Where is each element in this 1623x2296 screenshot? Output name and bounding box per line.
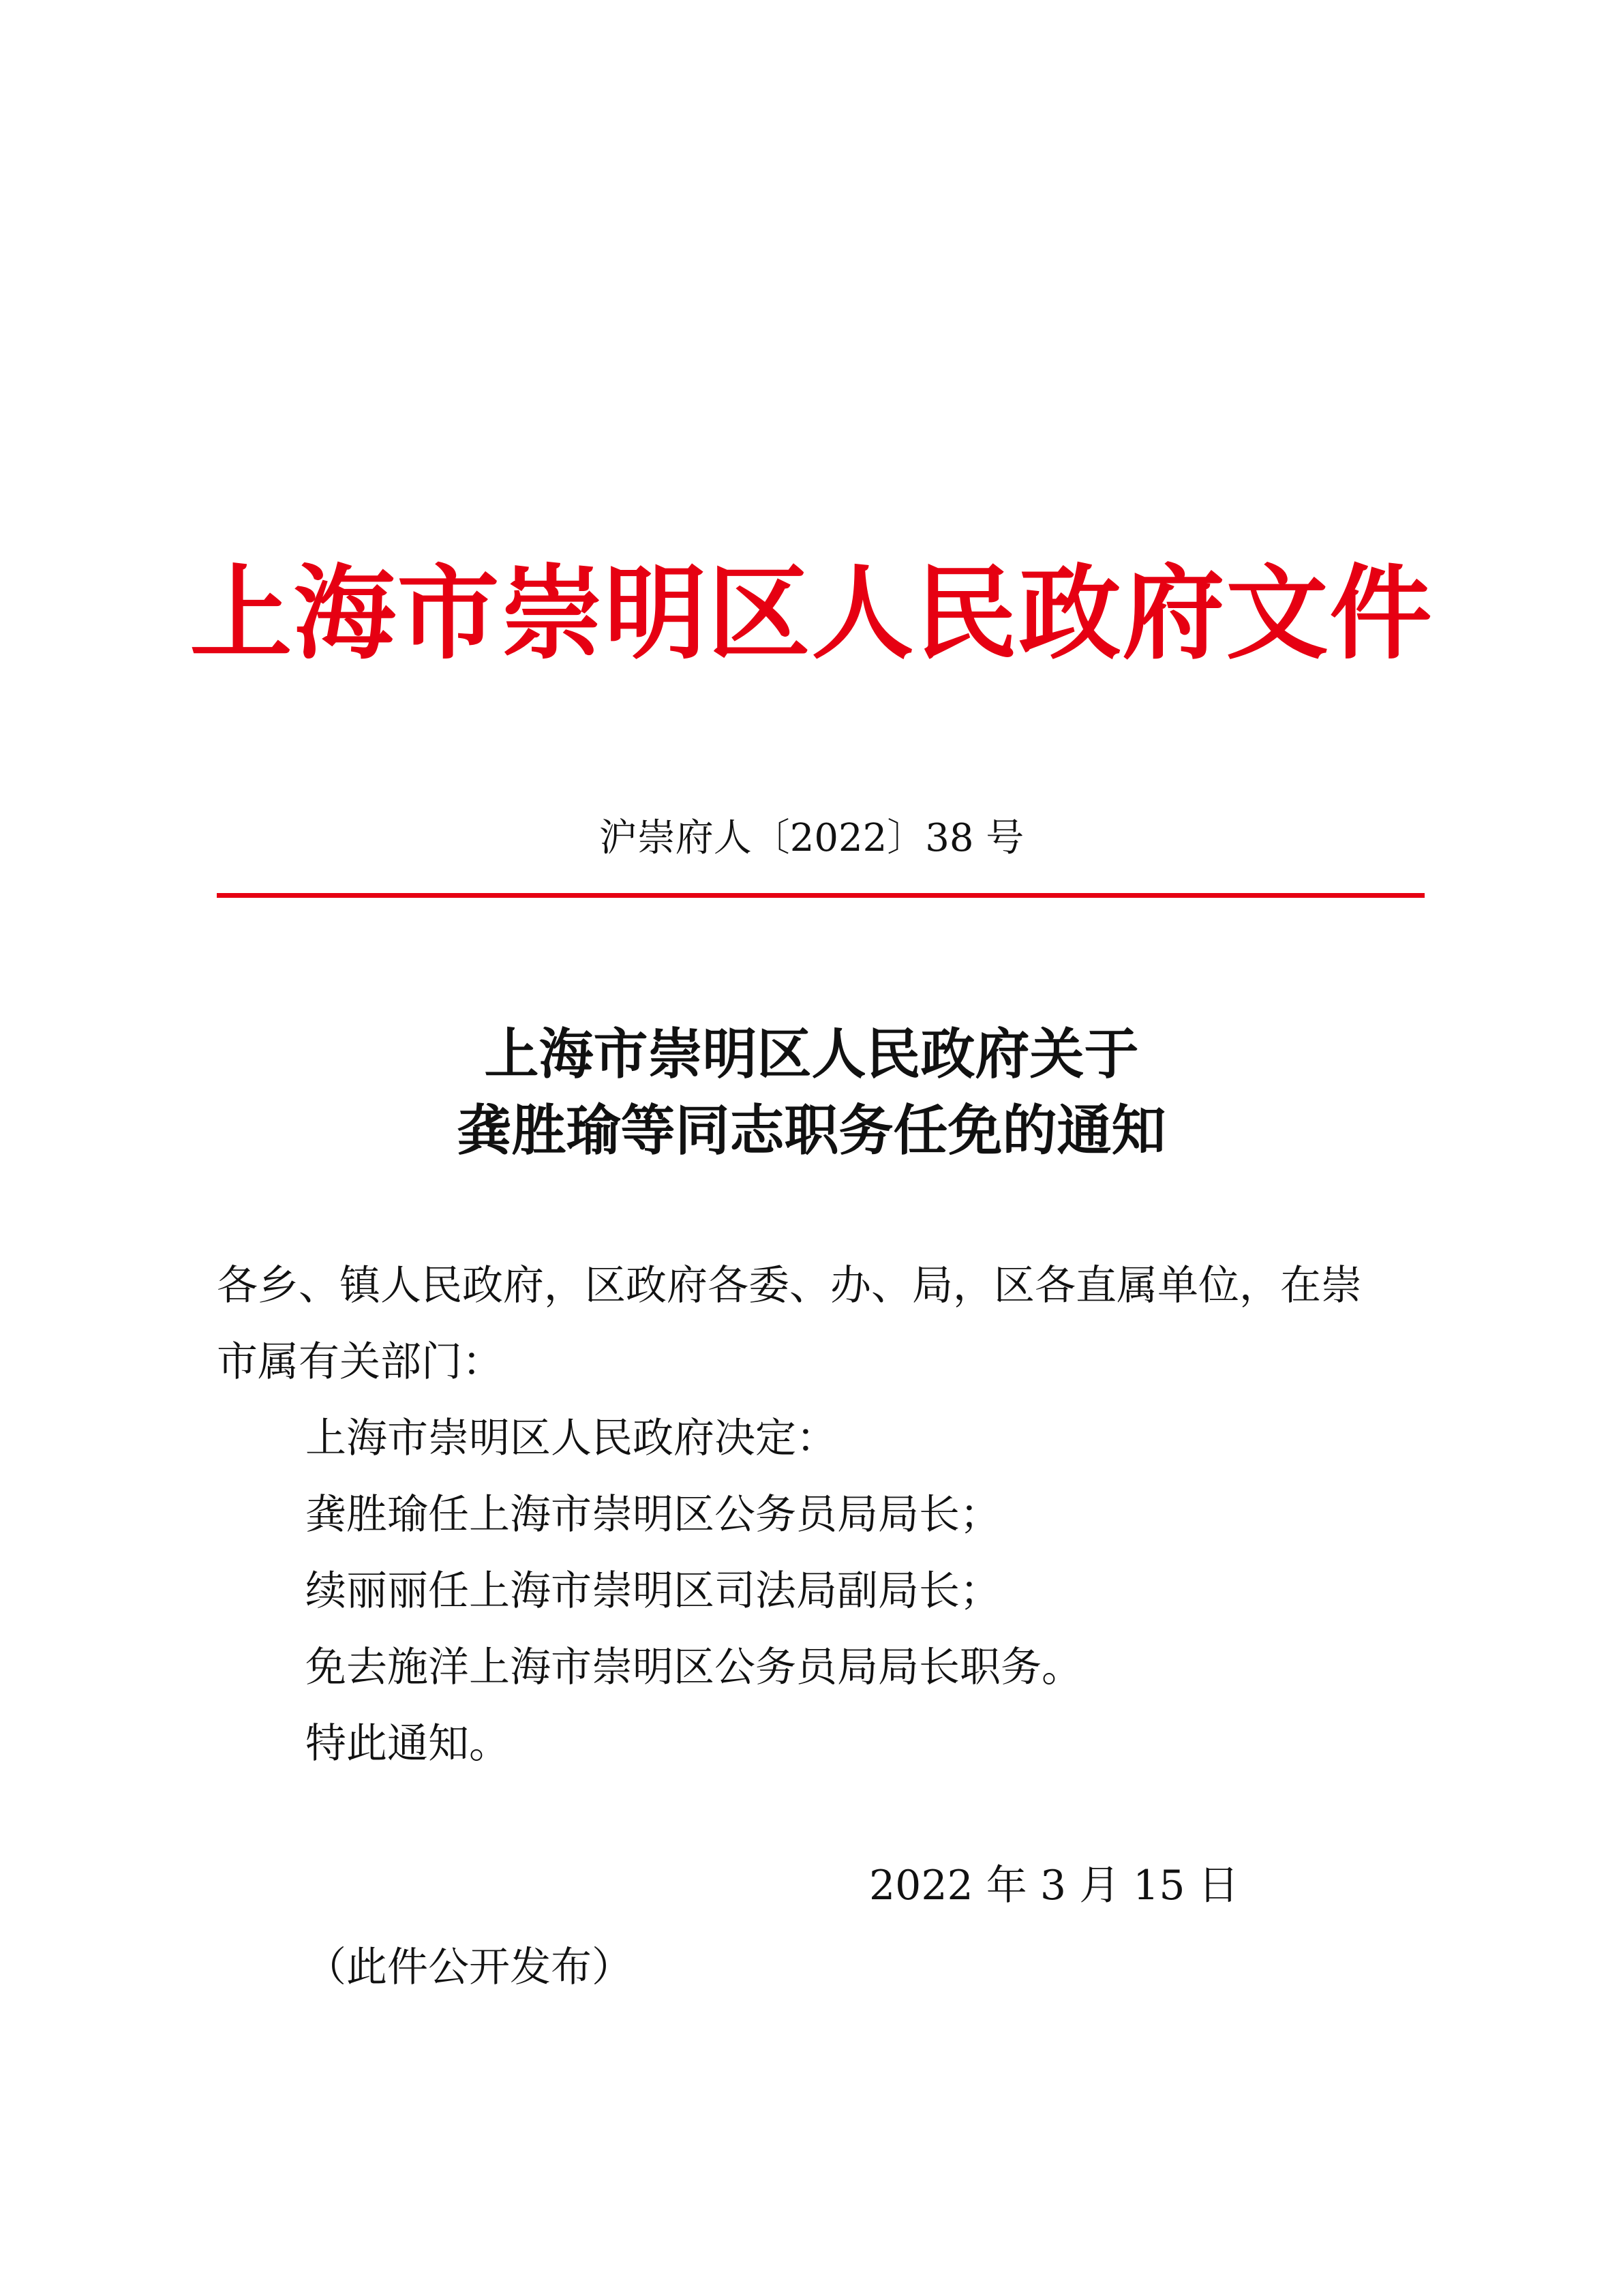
paragraph-closing: 特此通知。 bbox=[305, 1720, 510, 1768]
document-number: 沪崇府人〔2022〕38 号 bbox=[598, 816, 1025, 860]
document-title bbox=[0, 1016, 1623, 1168]
paragraph-decision: 上海市崇明区人民政府决定： bbox=[305, 1415, 837, 1462]
paragraph-appointment-1: 龚胜瑜任上海市崇明区公务员局局长； bbox=[305, 1491, 1001, 1539]
document-date: 2022 年 3 月 15 日 bbox=[869, 1862, 1239, 1909]
red-divider-line bbox=[217, 893, 1425, 898]
document-title-line-2: 龚胜瑜等同志职务任免的通知 bbox=[457, 1098, 1166, 1162]
addressee-line-2: 市属有关部门： bbox=[217, 1338, 503, 1386]
document-header-title: 上海市崇明区人民政府文件 bbox=[189, 554, 1434, 674]
paragraph-appointment-2: 续丽丽任上海市崇明区司法局副局长； bbox=[305, 1567, 1001, 1615]
addressee-block bbox=[217, 1248, 1362, 1400]
document-title-line-1: 上海市崇明区人民政府关于 bbox=[484, 1022, 1139, 1086]
publish-note: （此件公开发布） bbox=[305, 1944, 633, 1991]
addressee-line-1: 各乡、镇人民政府，区政府各委、办、局，区各直属单位，在崇 bbox=[217, 1262, 1362, 1310]
paragraph-removal: 免去施洋上海市崇明区公务员局局长职务。 bbox=[305, 1644, 1082, 1691]
